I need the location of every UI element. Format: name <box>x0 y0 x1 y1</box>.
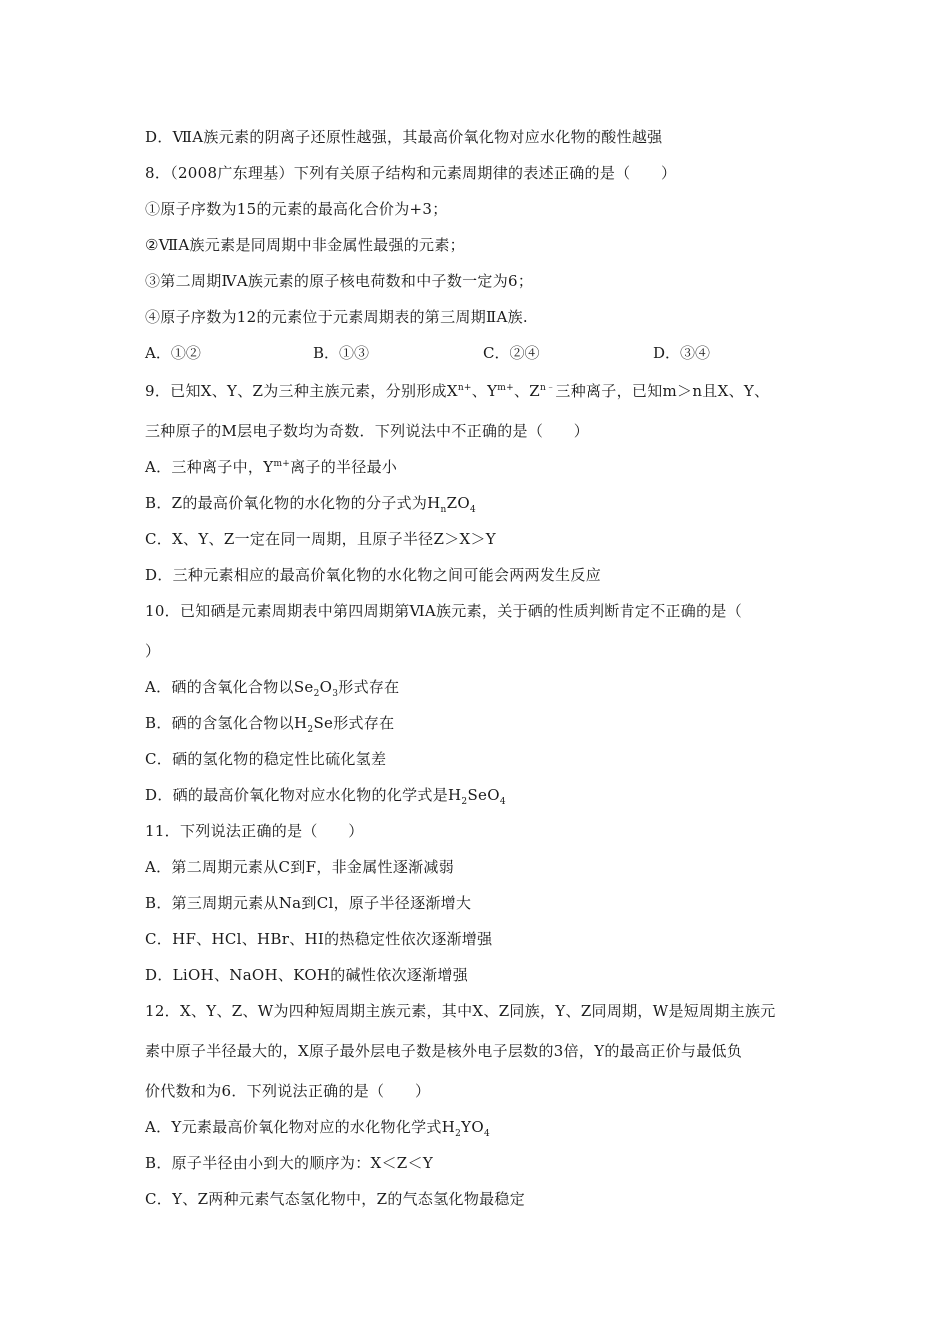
q9-option-b: B．Z的最高价氧化物的水化物的分子式为$H_nZO_4$ <box>145 494 476 515</box>
q10-option-b: B．硒的含氢化合物以$H_2Se$形式存在 <box>145 714 395 735</box>
q11-option-d: D．LiOH、NaOH、KOH的碱性依次逐渐增强 <box>145 966 468 984</box>
q9-option-c: C．X、Y、Z一定在同一周期，且原子半径Z＞X＞Y <box>145 530 496 548</box>
q9-option-d: D．三种元素相应的最高价氧化物的水化物之间可能会两两发生反应 <box>145 566 602 584</box>
q11-stem: 11．下列说法正确的是（ ） <box>145 822 364 840</box>
q12-stem-line-1: 12．X、Y、Z、W为四种短周期主族元素，其中X、Z同族，Y、Z同周期，W是短周期主族元 <box>145 1002 776 1020</box>
q12-option-b: B．原子半径由小到大的顺序为：X＜Z＜Y <box>145 1154 434 1172</box>
q8-stem: 8．（2008广东理基）下列有关原子结构和元素周期律的表述正确的是（ ） <box>145 164 677 182</box>
q10-stem-line-2: ） <box>145 642 161 660</box>
q9-stem-line-2: 三种原子的M层电子数均为奇数．下列说法中不正确的是（ ） <box>145 422 590 440</box>
q8-option-b: B．①③ <box>313 344 370 362</box>
q8-statement-2: ②ⅦA族元素是同周期中非金属性最强的元素； <box>145 236 465 254</box>
q9-option-a: A．三种离子中，$Y^{m+}$离子的半径最小 <box>145 458 398 476</box>
q8-option-a: A．①② <box>145 344 201 362</box>
q8-statement-1: ①原子序数为15的元素的最高化合价为+3； <box>145 200 448 218</box>
q8-option-d: D．③④ <box>653 344 711 362</box>
q9-stem-line-1: 9．已知X、Y、Z为三种主族元素，分别形成$X^{n+}$、$Y^{m+}$、$Z^{n﹣}$三种离子，已知m＞n且X、Y、 <box>145 382 770 400</box>
q11-option-c: C．HF、HCl、HBr、HI的热稳定性依次逐渐增强 <box>145 930 493 948</box>
q8-option-c: C．②④ <box>483 344 540 362</box>
q7-option-d: D．ⅦA族元素的阴离子还原性越强，其最高价氧化物对应水化物的酸性越强 <box>145 128 663 146</box>
q12-option-c: C．Y、Z两种元素气态氢化物中，Z的气态氢化物最稳定 <box>145 1190 526 1208</box>
q8-statement-3: ③第二周期ⅣA族元素的原子核电荷数和中子数一定为6； <box>145 272 534 290</box>
q10-option-a: A．硒的含氧化合物以$Se_2O_3$形式存在 <box>145 678 400 699</box>
q12-option-a: A．Y元素最高价氧化物对应的水化物化学式$H_2YO_4$ <box>145 1118 490 1139</box>
q11-option-b: B．第三周期元素从Na到Cl，原子半径逐渐增大 <box>145 894 472 912</box>
q10-option-d: D．硒的最高价氧化物对应水化物的化学式是$H_2SeO_4$ <box>145 786 506 807</box>
q12-stem-line-3: 价代数和为6．下列说法正确的是（ ） <box>145 1082 431 1100</box>
q8-statement-4: ④原子序数为12的元素位于元素周期表的第三周期ⅡA族. <box>145 308 528 326</box>
q12-stem-line-2: 素中原子半径最大的，X原子最外层电子数是核外电子层数的3倍，Y的最高正价与最低负 <box>145 1042 743 1060</box>
q10-stem-line-1: 10．已知硒是元素周期表中第四周期第ⅥA族元素，关于硒的性质判断肯定不正确的是（ <box>145 602 743 620</box>
q10-option-c: C．硒的氢化物的稳定性比硫化氢差 <box>145 750 387 768</box>
q11-option-a: A．第二周期元素从C到F，非金属性逐渐减弱 <box>145 858 455 876</box>
